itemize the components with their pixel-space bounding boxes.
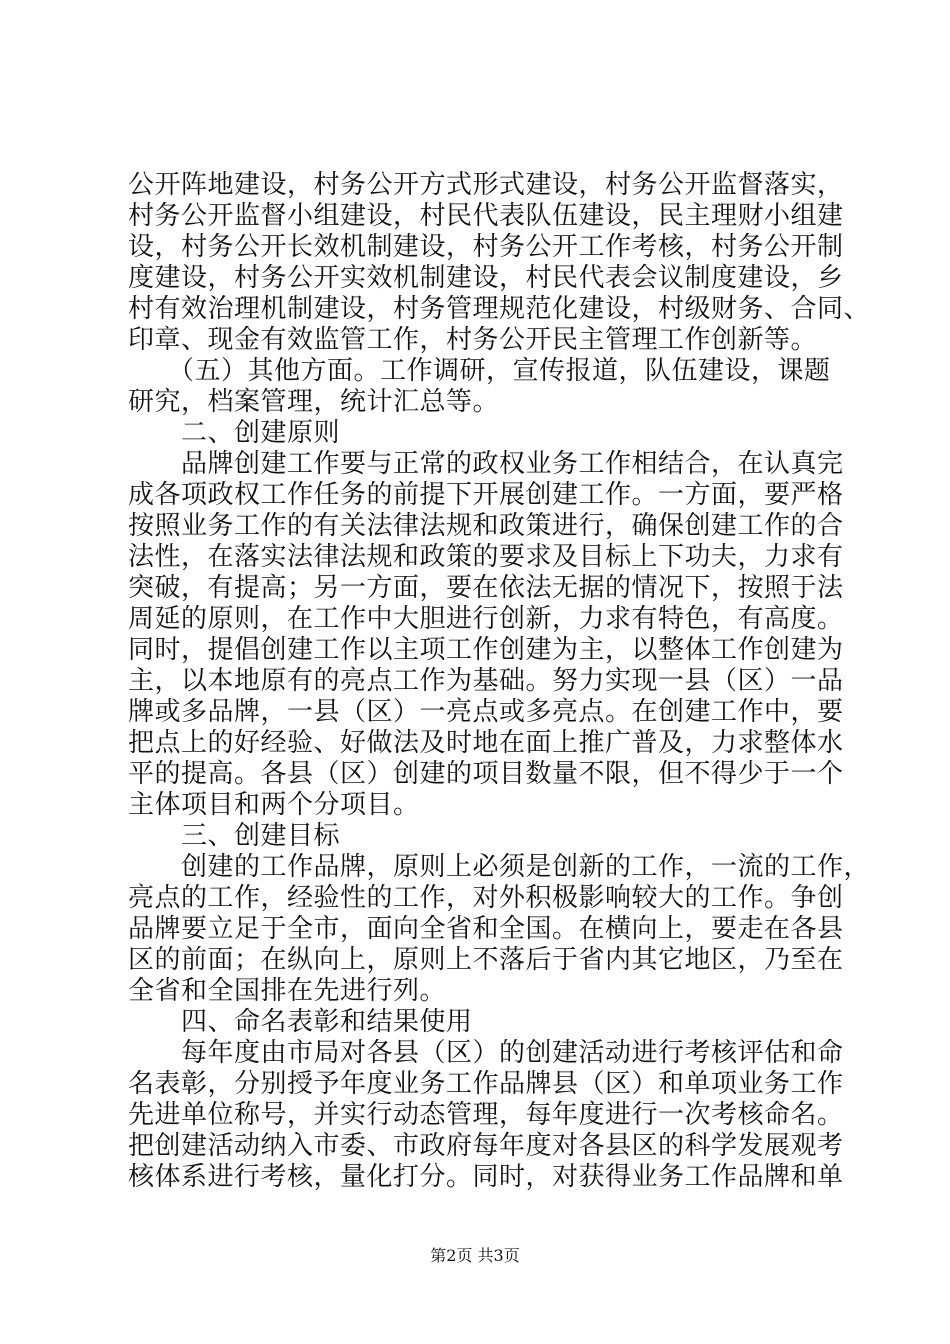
- text-line: 成各项政权工作任务的前提下开展创建工作。一方面，要严格: [128, 480, 844, 510]
- text-line: 村务公开监督小组建设，村民代表队伍建设，民主理财小组建: [128, 201, 844, 231]
- text-line: 亮点的工作，经验性的工作，对外积极影响较大的工作。争创: [128, 883, 844, 913]
- text-line: 品牌创建工作要与正常的政权业务工作相结合，在认真完: [128, 449, 844, 479]
- text-line: 主体项目和两个分项目。: [128, 790, 420, 820]
- text-line: （五）其他方面。工作调研，宣传报道，队伍建设，课题: [128, 356, 831, 386]
- text-line: 主，以本地原有的亮点工作为基础。努力实现一县（区）一品: [128, 666, 844, 696]
- text-line: 研究，档案管理，统计汇总等。: [128, 387, 500, 417]
- text-line: 法性，在落实法律法规和政策的要求及目标上下功夫，力求有: [128, 542, 844, 572]
- text-line: 印章、现金有效监管工作，村务公开民主管理工作创新等。: [128, 325, 818, 355]
- text-line: 全省和全国排在先进行列。: [128, 976, 447, 1006]
- text-line: 二、创建原则: [128, 418, 341, 448]
- text-line: 平的提高。各县（区）创建的项目数量不限，但不得少于一个: [128, 759, 844, 789]
- text-line: 区的前面；在纵向上，原则上不落后于省内其它地区，乃至在: [128, 945, 844, 975]
- text-line: 创建的工作品牌，原则上必须是创新的工作，一流的工作，: [128, 852, 871, 882]
- text-line: 同时，提倡创建工作以主项工作创建为主，以整体工作创建为: [128, 635, 844, 665]
- text-line: 品牌要立足于全市，面向全省和全国。在横向上，要走在各县: [128, 914, 844, 944]
- text-line: 按照业务工作的有关法律法规和政策进行，确保创建工作的合: [128, 511, 844, 541]
- text-line: 村有效治理机制建设，村务管理规范化建设，村级财务、合同、: [128, 294, 871, 324]
- text-line: 周延的原则，在工作中大胆进行创新，力求有特色，有高度。: [128, 604, 844, 634]
- text-line: 把创建活动纳入市委、市政府每年度对各县区的科学发展观考: [128, 1131, 844, 1161]
- text-line: 牌或多品牌，一县（区）一亮点或多亮点。在创建工作中，要: [128, 697, 844, 727]
- text-line: 度建设，村务公开实效机制建设，村民代表会议制度建设，乡: [128, 263, 844, 293]
- text-line: 把点上的好经验、好做法及时地在面上推广普及，力求整体水: [128, 728, 844, 758]
- text-line: 公开阵地建设，村务公开方式形式建设，村务公开监督落实，: [128, 170, 844, 200]
- text-line: 每年度由市局对各县（区）的创建活动进行考核评估和命: [128, 1038, 844, 1068]
- text-line: 四、命名表彰和结果使用: [128, 1007, 473, 1037]
- text-line: 突破，有提高；另一方面，要在依法无据的情况下，按照于法: [128, 573, 844, 603]
- page-footer: 第2页 共3页: [430, 1246, 520, 1265]
- text-line: 设，村务公开长效机制建设，村务公开工作考核，村务公开制: [128, 232, 844, 262]
- text-line: 先进单位称号，并实行动态管理，每年度进行一次考核命名。: [128, 1100, 844, 1130]
- text-line: 名表彰，分别授予年度业务工作品牌县（区）和单项业务工作: [128, 1069, 844, 1099]
- text-line: 三、创建目标: [128, 821, 341, 851]
- text-line: 核体系进行考核，量化打分。同时，对获得业务工作品牌和单: [128, 1162, 844, 1192]
- document-body: [128, 170, 871, 1193]
